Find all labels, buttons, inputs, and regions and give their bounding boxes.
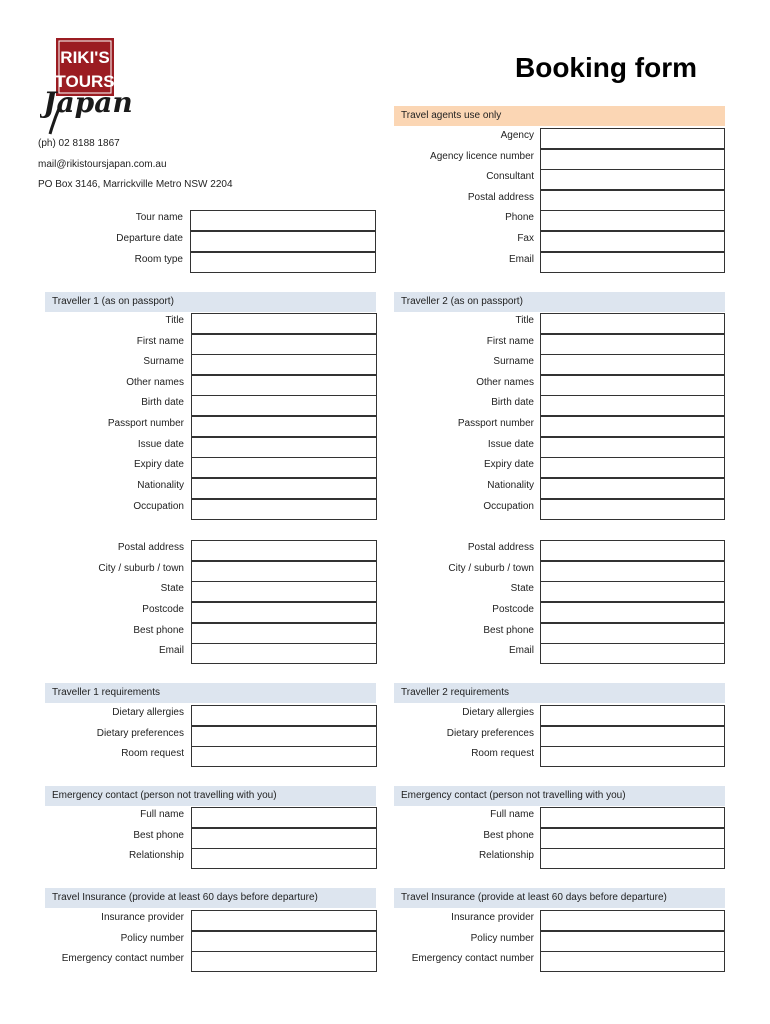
- emergency2-full-name-field[interactable]: [540, 807, 725, 828]
- traveller2-field-label: Passport number: [457, 418, 534, 429]
- traveller1-field-label: Email: [158, 645, 184, 656]
- traveller1-nationality-field[interactable]: [191, 478, 377, 499]
- emergency2-heading: Emergency contact (person not travelling with you): [394, 786, 725, 806]
- traveller2-nationality-field[interactable]: [540, 478, 725, 499]
- traveller1-expiry-date-field[interactable]: [191, 457, 377, 478]
- traveller2-dietary-allergies-field[interactable]: [540, 705, 725, 726]
- emergency2-field-label: Full name: [490, 809, 534, 820]
- insurance2-field-label: Insurance provider: [451, 912, 534, 923]
- traveller2-title-field[interactable]: [540, 313, 725, 334]
- emergency1-full-name-field[interactable]: [191, 807, 377, 828]
- agent-phone-field[interactable]: [540, 210, 725, 231]
- insurance1-field-label: Emergency contact number: [61, 953, 184, 964]
- traveller1-dietary-preferences-field[interactable]: [191, 726, 377, 747]
- traveller2-postal-address-field[interactable]: [540, 540, 725, 561]
- traveller2-field-label: Issue date: [487, 439, 534, 450]
- contact-phone: (ph) 02 8188 1867: [38, 138, 120, 149]
- traveller1-first-name-field[interactable]: [191, 334, 377, 355]
- traveller1-other-names-field[interactable]: [191, 375, 377, 396]
- departure-date-label: Departure date: [116, 233, 183, 244]
- svg-text:RIKI'S: RIKI'S: [60, 48, 110, 67]
- page-title: Booking form: [515, 52, 697, 83]
- traveller2-field-label: Postcode: [492, 604, 534, 615]
- insurance2-provider-field[interactable]: [540, 910, 725, 931]
- emergency1-best-phone-field[interactable]: [191, 828, 377, 849]
- traveller2-best-phone-field[interactable]: [540, 623, 725, 644]
- traveller2-field-label: Postal address: [467, 542, 534, 553]
- tour-name-label: Tour name: [135, 212, 183, 223]
- room-type-label: Room type: [134, 254, 183, 265]
- traveller1-occupation-field[interactable]: [191, 499, 377, 520]
- insurance1-heading: Travel Insurance (provide at least 60 days before departure): [45, 888, 376, 908]
- requirements1-field-label: Room request: [121, 748, 184, 759]
- traveller1-requirements-heading: Traveller 1 requirements: [45, 683, 376, 703]
- traveller2-field-label: Occupation: [483, 501, 534, 512]
- traveller2-first-name-field[interactable]: [540, 334, 725, 355]
- traveller1-field-label: Nationality: [137, 480, 184, 491]
- traveller2-field-label: State: [510, 583, 534, 594]
- traveller2-field-label: City / suburb / town: [448, 563, 534, 574]
- traveller1-field-label: Birth date: [141, 397, 184, 408]
- requirements1-field-label: Dietary allergies: [112, 707, 184, 718]
- insurance2-heading: Travel Insurance (provide at least 60 days before departure): [394, 888, 725, 908]
- insurance2-policy-number-field[interactable]: [540, 931, 725, 952]
- insurance2-field-label: Policy number: [470, 933, 534, 944]
- traveller2-expiry-date-field[interactable]: [540, 457, 725, 478]
- traveller1-passport-number-field[interactable]: [191, 416, 377, 437]
- departure-date-field[interactable]: [190, 231, 376, 252]
- traveller2-field-label: Surname: [493, 356, 534, 367]
- traveller1-city-field[interactable]: [191, 561, 377, 582]
- emergency1-field-label: Relationship: [128, 850, 184, 861]
- traveller1-dietary-allergies-field[interactable]: [191, 705, 377, 726]
- emergency1-field-label: Full name: [140, 809, 184, 820]
- agent-field-label: Consultant: [486, 171, 534, 182]
- traveller1-surname-field[interactable]: [191, 354, 377, 375]
- traveller1-field-label: Title: [165, 315, 184, 326]
- emergency2-best-phone-field[interactable]: [540, 828, 725, 849]
- traveller1-state-field[interactable]: [191, 581, 377, 602]
- traveller1-field-label: Best phone: [133, 625, 184, 636]
- traveller2-surname-field[interactable]: [540, 354, 725, 375]
- agent-field-label: Email: [508, 254, 534, 265]
- traveller2-field-label: Email: [508, 645, 534, 656]
- traveller2-field-label: Expiry date: [483, 459, 534, 470]
- travel-agents-heading: Travel agents use only: [394, 106, 725, 126]
- agent-field-label: Agency licence number: [430, 151, 534, 162]
- insurance1-field-label: Policy number: [120, 933, 184, 944]
- traveller1-field-label: First name: [136, 336, 184, 347]
- requirements1-field-label: Dietary preferences: [96, 728, 184, 739]
- requirements2-field-label: Dietary allergies: [462, 707, 534, 718]
- traveller2-occupation-field[interactable]: [540, 499, 725, 520]
- agency-licence-field[interactable]: [540, 149, 725, 170]
- agent-field-label: Phone: [505, 212, 534, 223]
- traveller2-state-field[interactable]: [540, 581, 725, 602]
- emergency1-relationship-field[interactable]: [191, 848, 377, 869]
- insurance1-policy-number-field[interactable]: [191, 931, 377, 952]
- svg-text:TOURS: TOURS: [55, 72, 115, 91]
- traveller1-field-label: Issue date: [137, 439, 184, 450]
- consultant-field[interactable]: [540, 169, 725, 190]
- traveller2-city-field[interactable]: [540, 561, 725, 582]
- agent-field-label: Postal address: [467, 192, 534, 203]
- insurance1-emergency-number-field[interactable]: [191, 951, 377, 972]
- traveller1-field-label: City / suburb / town: [98, 563, 184, 574]
- traveller2-dietary-preferences-field[interactable]: [540, 726, 725, 747]
- agent-fax-field[interactable]: [540, 231, 725, 252]
- agent-email-field[interactable]: [540, 252, 725, 273]
- insurance1-field-label: Insurance provider: [101, 912, 184, 923]
- traveller1-issue-date-field[interactable]: [191, 437, 377, 458]
- traveller1-field-label: Expiry date: [133, 459, 184, 470]
- traveller2-passport-number-field[interactable]: [540, 416, 725, 437]
- traveller2-field-label: Other names: [476, 377, 534, 388]
- traveller1-field-label: State: [160, 583, 184, 594]
- emergency1-heading: Emergency contact (person not travelling with you): [45, 786, 376, 806]
- riki-tours-logo: [40, 36, 134, 136]
- svg-text:Japan: Japan: [43, 86, 133, 119]
- traveller1-best-phone-field[interactable]: [191, 623, 377, 644]
- requirements2-field-label: Dietary preferences: [446, 728, 534, 739]
- emergency1-field-label: Best phone: [133, 830, 184, 841]
- requirements2-field-label: Room request: [471, 748, 534, 759]
- traveller2-email-field[interactable]: [540, 643, 725, 664]
- traveller1-field-label: Surname: [143, 356, 184, 367]
- traveller2-heading: Traveller 2 (as on passport): [394, 292, 725, 312]
- insurance2-field-label: Emergency contact number: [411, 953, 534, 964]
- agent-postal-address-field[interactable]: [540, 190, 725, 211]
- agency-field[interactable]: [540, 128, 725, 149]
- traveller1-field-label: Other names: [126, 377, 184, 388]
- traveller2-field-label: Nationality: [487, 480, 534, 491]
- traveller1-field-label: Occupation: [133, 501, 184, 512]
- traveller1-email-field[interactable]: [191, 643, 377, 664]
- agent-field-label: Fax: [517, 233, 534, 244]
- traveller1-title-field[interactable]: [191, 313, 377, 334]
- contact-postal: PO Box 3146, Marrickville Metro NSW 2204: [38, 179, 233, 190]
- traveller1-heading: Traveller 1 (as on passport): [45, 292, 376, 312]
- traveller2-room-request-field[interactable]: [540, 746, 725, 767]
- traveller2-birth-date-field[interactable]: [540, 395, 725, 416]
- traveller2-field-label: Title: [515, 315, 534, 326]
- traveller1-field-label: Postal address: [117, 542, 184, 553]
- traveller1-field-label: Postcode: [142, 604, 184, 615]
- insurance2-emergency-number-field[interactable]: [540, 951, 725, 972]
- traveller2-field-label: First name: [486, 336, 534, 347]
- traveller2-postcode-field[interactable]: [540, 602, 725, 623]
- emergency2-relationship-field[interactable]: [540, 848, 725, 869]
- traveller1-postal-address-field[interactable]: [191, 540, 377, 561]
- contact-email: mail@rikistoursjapan.com.au: [38, 159, 167, 170]
- emergency2-field-label: Relationship: [478, 850, 534, 861]
- traveller2-field-label: Best phone: [483, 625, 534, 636]
- traveller2-issue-date-field[interactable]: [540, 437, 725, 458]
- traveller1-field-label: Passport number: [107, 418, 184, 429]
- traveller1-birth-date-field[interactable]: [191, 395, 377, 416]
- traveller1-postcode-field[interactable]: [191, 602, 377, 623]
- insurance1-provider-field[interactable]: [191, 910, 377, 931]
- tour-name-field[interactable]: [190, 210, 376, 231]
- traveller2-field-label: Birth date: [491, 397, 534, 408]
- traveller2-other-names-field[interactable]: [540, 375, 725, 396]
- traveller1-room-request-field[interactable]: [191, 746, 377, 767]
- agent-field-label: Agency: [500, 130, 534, 141]
- emergency2-field-label: Best phone: [483, 830, 534, 841]
- traveller2-requirements-heading: Traveller 2 requirements: [394, 683, 725, 703]
- room-type-field[interactable]: [190, 252, 376, 273]
